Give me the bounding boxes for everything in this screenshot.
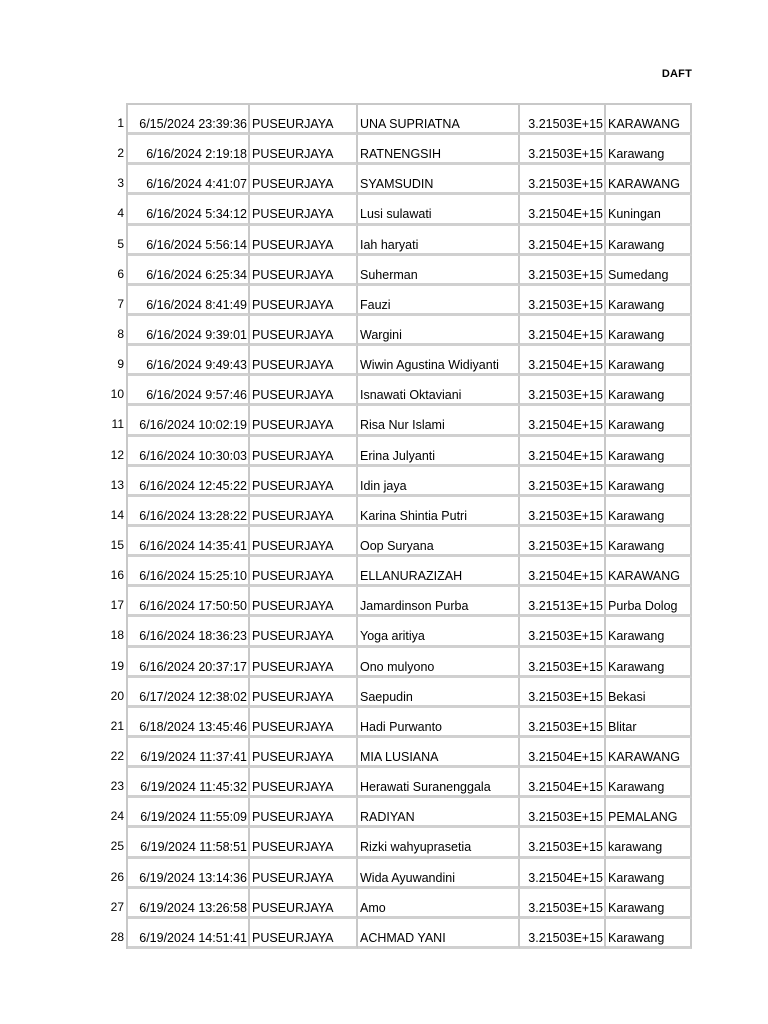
id-number-cell: 3.21503E+15	[520, 286, 606, 316]
village-cell: PUSEURJAYA	[250, 738, 358, 768]
id-number-cell: 3.21503E+15	[520, 256, 606, 286]
village-cell: PUSEURJAYA	[250, 316, 358, 346]
city-cell: KARAWANG	[606, 738, 692, 768]
timestamp-cell: 6/16/2024 8:41:49	[128, 286, 250, 316]
city-cell: Karawang	[606, 406, 692, 436]
name-cell: ELLANURAZIZAH	[358, 557, 520, 587]
city-cell: Karawang	[606, 376, 692, 406]
id-number-cell: 3.21503E+15	[520, 889, 606, 919]
timestamp-cell: 6/16/2024 6:25:34	[128, 256, 250, 286]
id-number-cell: 3.21503E+15	[520, 919, 606, 949]
timestamp-cell: 6/19/2024 13:14:36	[128, 859, 250, 889]
registration-table	[126, 103, 692, 949]
id-number-cell: 3.21504E+15	[520, 346, 606, 376]
id-number-cell: 3.21503E+15	[520, 527, 606, 557]
row-number: 20	[110, 688, 124, 703]
id-number-cell: 3.21503E+15	[520, 648, 606, 678]
name-cell: Oop Suryana	[358, 527, 520, 557]
city-cell: Karawang	[606, 648, 692, 678]
name-cell: RADIYAN	[358, 798, 520, 828]
name-cell: Lusi sulawati	[358, 195, 520, 225]
name-cell: Saepudin	[358, 678, 520, 708]
id-number-cell: 3.21503E+15	[520, 678, 606, 708]
table-row	[128, 889, 692, 919]
name-cell: Erina Julyanti	[358, 437, 520, 467]
row-number: 12	[110, 447, 124, 462]
table-row	[128, 165, 692, 195]
row-number: 3	[117, 176, 124, 191]
village-cell: PUSEURJAYA	[250, 617, 358, 647]
table-row	[128, 738, 692, 768]
table-row	[128, 557, 692, 587]
timestamp-cell: 6/17/2024 12:38:02	[128, 678, 250, 708]
timestamp-cell: 6/16/2024 14:35:41	[128, 527, 250, 557]
table-row	[128, 648, 692, 678]
city-cell: Karawang	[606, 497, 692, 527]
city-cell: Karawang	[606, 859, 692, 889]
row-number: 16	[110, 568, 124, 583]
name-cell: Wargini	[358, 316, 520, 346]
city-cell: Karawang	[606, 467, 692, 497]
row-number: 17	[110, 598, 124, 613]
row-number: 4	[117, 206, 124, 221]
row-number: 5	[117, 236, 124, 251]
village-cell: PUSEURJAYA	[250, 256, 358, 286]
table-row	[128, 798, 692, 828]
name-cell: MIA LUSIANA	[358, 738, 520, 768]
name-cell: Karina Shintia Putri	[358, 497, 520, 527]
city-cell: Purba Dolog	[606, 587, 692, 617]
table-row	[128, 406, 692, 436]
row-number: 2	[117, 146, 124, 161]
timestamp-cell: 6/16/2024 2:19:18	[128, 135, 250, 165]
name-cell: Risa Nur Islami	[358, 406, 520, 436]
table-row	[128, 497, 692, 527]
table-row	[128, 828, 692, 858]
village-cell: PUSEURJAYA	[250, 467, 358, 497]
village-cell: PUSEURJAYA	[250, 798, 358, 828]
timestamp-cell: 6/16/2024 4:41:07	[128, 165, 250, 195]
city-cell: KARAWANG	[606, 557, 692, 587]
village-cell: PUSEURJAYA	[250, 406, 358, 436]
table-row	[128, 859, 692, 889]
id-number-cell: 3.21503E+15	[520, 376, 606, 406]
table-row	[128, 135, 692, 165]
city-cell: Karawang	[606, 919, 692, 949]
timestamp-cell: 6/16/2024 18:36:23	[128, 617, 250, 647]
name-cell: Iah haryati	[358, 226, 520, 256]
city-cell: karawang	[606, 828, 692, 858]
timestamp-cell: 6/19/2024 11:58:51	[128, 828, 250, 858]
name-cell: Jamardinson Purba	[358, 587, 520, 617]
table-row	[128, 316, 692, 346]
table-row	[128, 678, 692, 708]
city-cell: Karawang	[606, 346, 692, 376]
city-cell: Karawang	[606, 316, 692, 346]
row-number: 23	[110, 779, 124, 794]
name-cell: Yoga aritiya	[358, 617, 520, 647]
village-cell: PUSEURJAYA	[250, 437, 358, 467]
city-cell: Karawang	[606, 226, 692, 256]
village-cell: PUSEURJAYA	[250, 497, 358, 527]
village-cell: PUSEURJAYA	[250, 768, 358, 798]
city-cell: Karawang	[606, 135, 692, 165]
table-row	[128, 768, 692, 798]
id-number-cell: 3.21504E+15	[520, 316, 606, 346]
name-cell: Fauzi	[358, 286, 520, 316]
name-cell: SYAMSUDIN	[358, 165, 520, 195]
city-cell: KARAWANG	[606, 105, 692, 135]
name-cell: UNA SUPRIATNA	[358, 105, 520, 135]
row-number: 27	[110, 899, 124, 914]
timestamp-cell: 6/16/2024 9:57:46	[128, 376, 250, 406]
table-row	[128, 919, 692, 949]
name-cell: RATNENGSIH	[358, 135, 520, 165]
id-number-cell: 3.21503E+15	[520, 467, 606, 497]
village-cell: PUSEURJAYA	[250, 527, 358, 557]
timestamp-cell: 6/19/2024 14:51:41	[128, 919, 250, 949]
row-number: 28	[110, 929, 124, 944]
timestamp-cell: 6/16/2024 17:50:50	[128, 587, 250, 617]
name-cell: Hadi Purwanto	[358, 708, 520, 738]
village-cell: PUSEURJAYA	[250, 889, 358, 919]
table-row	[128, 226, 692, 256]
row-number: 6	[117, 266, 124, 281]
city-cell: PEMALANG	[606, 798, 692, 828]
table-row	[128, 708, 692, 738]
timestamp-cell: 6/15/2024 23:39:36	[128, 105, 250, 135]
id-number-cell: 3.21503E+15	[520, 798, 606, 828]
timestamp-cell: 6/16/2024 10:02:19	[128, 406, 250, 436]
row-number: 14	[110, 507, 124, 522]
timestamp-cell: 6/16/2024 9:49:43	[128, 346, 250, 376]
city-cell: Kuningan	[606, 195, 692, 225]
city-cell: Karawang	[606, 889, 692, 919]
row-number: 21	[110, 718, 124, 733]
table-row	[128, 105, 692, 135]
row-number: 11	[111, 417, 124, 432]
name-cell: Amo	[358, 889, 520, 919]
table-row	[128, 376, 692, 406]
row-number: 7	[117, 296, 124, 311]
table-row	[128, 467, 692, 497]
timestamp-cell: 6/16/2024 5:34:12	[128, 195, 250, 225]
village-cell: PUSEURJAYA	[250, 557, 358, 587]
table-row	[128, 286, 692, 316]
table-row	[128, 527, 692, 557]
village-cell: PUSEURJAYA	[250, 678, 358, 708]
village-cell: PUSEURJAYA	[250, 859, 358, 889]
table-row	[128, 437, 692, 467]
row-number: 1	[117, 116, 124, 130]
name-cell: Isnawati Oktaviani	[358, 376, 520, 406]
id-number-cell: 3.21504E+15	[520, 437, 606, 467]
city-cell: Karawang	[606, 437, 692, 467]
timestamp-cell: 6/16/2024 9:39:01	[128, 316, 250, 346]
row-number: 25	[110, 839, 124, 854]
id-number-cell: 3.21503E+15	[520, 617, 606, 647]
village-cell: PUSEURJAYA	[250, 105, 358, 135]
id-number-cell: 3.21504E+15	[520, 768, 606, 798]
row-number: 13	[110, 477, 124, 492]
city-cell: KARAWANG	[606, 165, 692, 195]
timestamp-cell: 6/16/2024 13:28:22	[128, 497, 250, 527]
id-number-cell: 3.21513E+15	[520, 587, 606, 617]
id-number-cell: 3.21503E+15	[520, 497, 606, 527]
name-cell: Ono mulyono	[358, 648, 520, 678]
row-number: 8	[117, 326, 124, 341]
timestamp-cell: 6/19/2024 13:26:58	[128, 889, 250, 919]
village-cell: PUSEURJAYA	[250, 195, 358, 225]
row-number: 10	[110, 387, 124, 402]
name-cell: ACHMAD YANI	[358, 919, 520, 949]
row-number: 19	[110, 658, 124, 673]
village-cell: PUSEURJAYA	[250, 376, 358, 406]
id-number-cell: 3.21504E+15	[520, 226, 606, 256]
name-cell: Idin jaya	[358, 467, 520, 497]
row-number: 22	[110, 748, 124, 763]
id-number-cell: 3.21503E+15	[520, 828, 606, 858]
village-cell: PUSEURJAYA	[250, 708, 358, 738]
table-row	[128, 195, 692, 225]
village-cell: PUSEURJAYA	[250, 286, 358, 316]
id-number-cell: 3.21503E+15	[520, 165, 606, 195]
timestamp-cell: 6/16/2024 10:30:03	[128, 437, 250, 467]
city-cell: Karawang	[606, 286, 692, 316]
row-number: 9	[117, 357, 124, 372]
timestamp-cell: 6/16/2024 5:56:14	[128, 226, 250, 256]
name-cell: Herawati Suranenggala	[358, 768, 520, 798]
city-cell: Karawang	[606, 617, 692, 647]
id-number-cell: 3.21504E+15	[520, 195, 606, 225]
name-cell: Wida Ayuwandini	[358, 859, 520, 889]
name-cell: Wiwin Agustina Widiyanti	[358, 346, 520, 376]
name-cell: Rizki wahyuprasetia	[358, 828, 520, 858]
id-number-cell: 3.21503E+15	[520, 135, 606, 165]
timestamp-cell: 6/16/2024 15:25:10	[128, 557, 250, 587]
page-title: DAFT	[661, 68, 692, 80]
table-row	[128, 256, 692, 286]
id-number-cell: 3.21504E+15	[520, 406, 606, 436]
timestamp-cell: 6/16/2024 20:37:17	[128, 648, 250, 678]
timestamp-cell: 6/16/2024 12:45:22	[128, 467, 250, 497]
id-number-cell: 3.21503E+15	[520, 708, 606, 738]
id-number-cell: 3.21504E+15	[520, 557, 606, 587]
row-number: 18	[110, 628, 124, 643]
row-number-column	[100, 108, 126, 952]
table-row	[128, 617, 692, 647]
village-cell: PUSEURJAYA	[250, 587, 358, 617]
timestamp-cell: 6/19/2024 11:45:32	[128, 768, 250, 798]
village-cell: PUSEURJAYA	[250, 165, 358, 195]
village-cell: PUSEURJAYA	[250, 135, 358, 165]
timestamp-cell: 6/19/2024 11:55:09	[128, 798, 250, 828]
village-cell: PUSEURJAYA	[250, 919, 358, 949]
name-cell: Suherman	[358, 256, 520, 286]
city-cell: Karawang	[606, 527, 692, 557]
village-cell: PUSEURJAYA	[250, 828, 358, 858]
city-cell: Sumedang	[606, 256, 692, 286]
timestamp-cell: 6/18/2024 13:45:46	[128, 708, 250, 738]
village-cell: PUSEURJAYA	[250, 226, 358, 256]
table-row	[128, 346, 692, 376]
row-number: 24	[110, 809, 124, 824]
city-cell: Blitar	[606, 708, 692, 738]
row-number: 26	[110, 869, 124, 884]
id-number-cell: 3.21504E+15	[520, 859, 606, 889]
village-cell: PUSEURJAYA	[250, 648, 358, 678]
timestamp-cell: 6/19/2024 11:37:41	[128, 738, 250, 768]
table-row	[128, 587, 692, 617]
row-number: 15	[110, 537, 124, 552]
city-cell: Bekasi	[606, 678, 692, 708]
village-cell: PUSEURJAYA	[250, 346, 358, 376]
id-number-cell: 3.21504E+15	[520, 738, 606, 768]
id-number-cell: 3.21503E+15	[520, 105, 606, 135]
city-cell: Karawang	[606, 768, 692, 798]
